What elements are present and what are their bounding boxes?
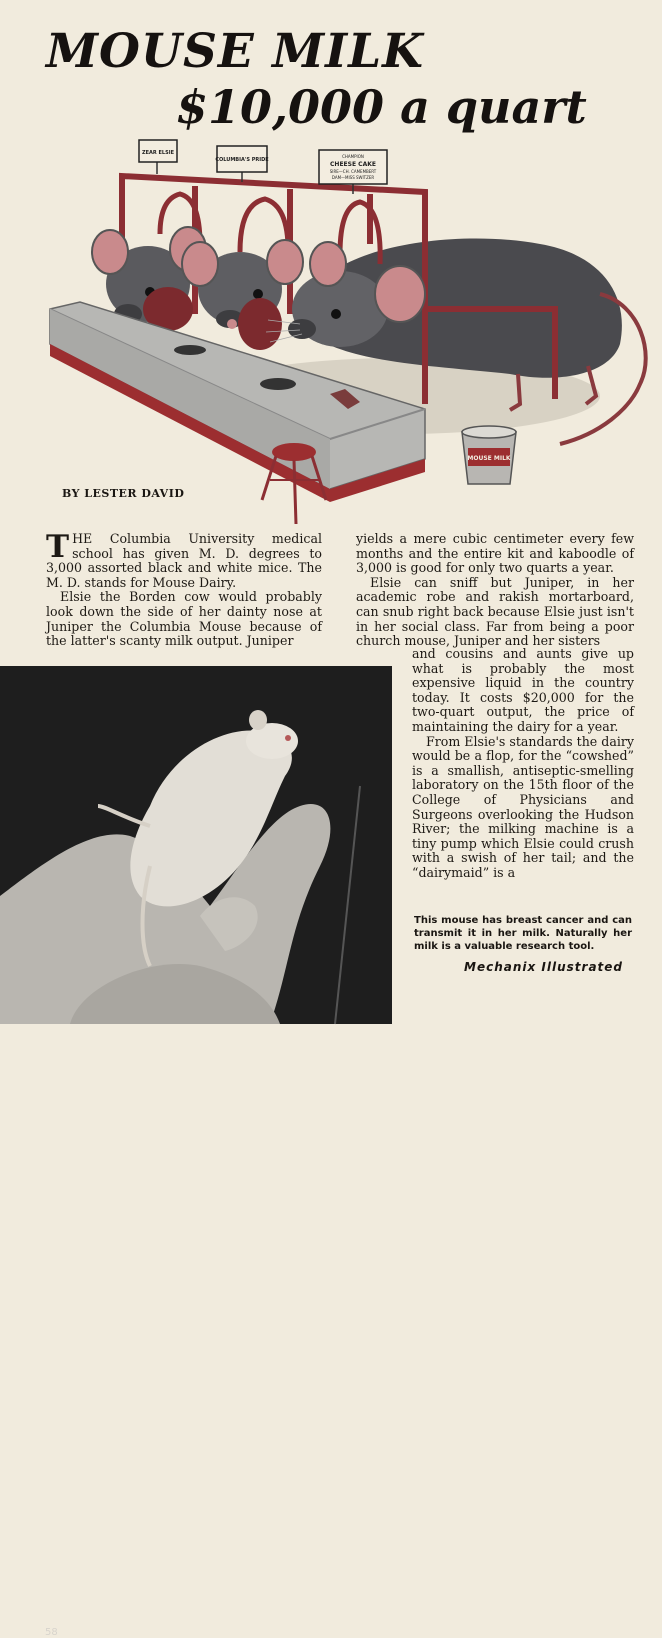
- article-column-right-narrow: [412, 647, 634, 881]
- headline-line1: MOUSE MILK: [46, 24, 424, 79]
- paragraph-1: THE Columbia University medical school has given M. D. degrees to 3,000 assorted black and white mice. The M. D. stands for Mouse Dairy.: [46, 529, 322, 590]
- paragraph-3: yields a mere cubic centimeter every few months and the entire kit and kaboodle of 3,000 is good for only two quarts a year.: [356, 531, 634, 576]
- article-column-left: [46, 529, 322, 649]
- page-number: 58: [45, 1627, 58, 1638]
- mouse-photo: [0, 666, 392, 1638]
- stall-sign-3-line3: SIRE—CH. CAMEMBERT: [329, 169, 377, 174]
- headline-line2: $10,000 a quart: [176, 80, 587, 134]
- paragraph-6: From Elsie's standards the dairy would be a flop, for the “cowshed” is a smallish, antiseptic-smelling laboratory on the 15th floor of the College of Physicians and Surgeons overlooking the Hudson River; the milking machine is a tiny pump which Elsie could crush with a swish of her tail; and the “dairymaid” is a: [412, 733, 634, 880]
- stall-sign-2-text: COLUMBIA'S PRIDE: [215, 157, 269, 163]
- drop-cap: T: [46, 529, 70, 565]
- stall-sign-3-line2: CHEESE CAKE: [330, 161, 376, 168]
- stall-sign-1-text: ZEAR ELSIE: [142, 150, 174, 156]
- stall-sign-1: [139, 140, 177, 174]
- mouse-dairy-illustration: [40, 134, 660, 530]
- stall-sign-3-line4: DAM—MISS SWITZER: [331, 175, 375, 180]
- pail-label: MOUSE MILK: [467, 455, 511, 462]
- photo-caption: This mouse has breast cancer and can transmit it in her milk. Naturally her milk is a valuable research tool.: [414, 915, 632, 952]
- stall-sign-3-line1: CHAMPION: [342, 154, 364, 159]
- article-column-right-top: [356, 532, 634, 649]
- stall-sign-2: [215, 146, 269, 182]
- mouse-head-middle: [182, 240, 303, 350]
- paragraph-5: and cousins and aunts give up what is probably the most expensive liquid in the country today. It costs $20,000 for the two-quart output, the price of maintaining the dairy for a year.: [412, 646, 634, 734]
- paragraph-4: Elsie can sniff but Juniper, in her academic robe and rakish mortarboard, can snub right back because Elsie just isn't in her social class. Far from being a poor church mouse, Juniper and her sisters: [356, 574, 634, 649]
- mouse-in-hand-image: [0, 666, 392, 1024]
- milk-pail: [462, 426, 516, 484]
- magazine-name: Mechanix Illustrated: [464, 960, 624, 974]
- byline: BY LESTER DAVID: [62, 487, 185, 500]
- paragraph-2: Elsie the Borden cow would probably look down the side of her dainty nose at Juniper the Columbia Mouse because of the latter's scanty milk output. Juniper: [46, 589, 322, 649]
